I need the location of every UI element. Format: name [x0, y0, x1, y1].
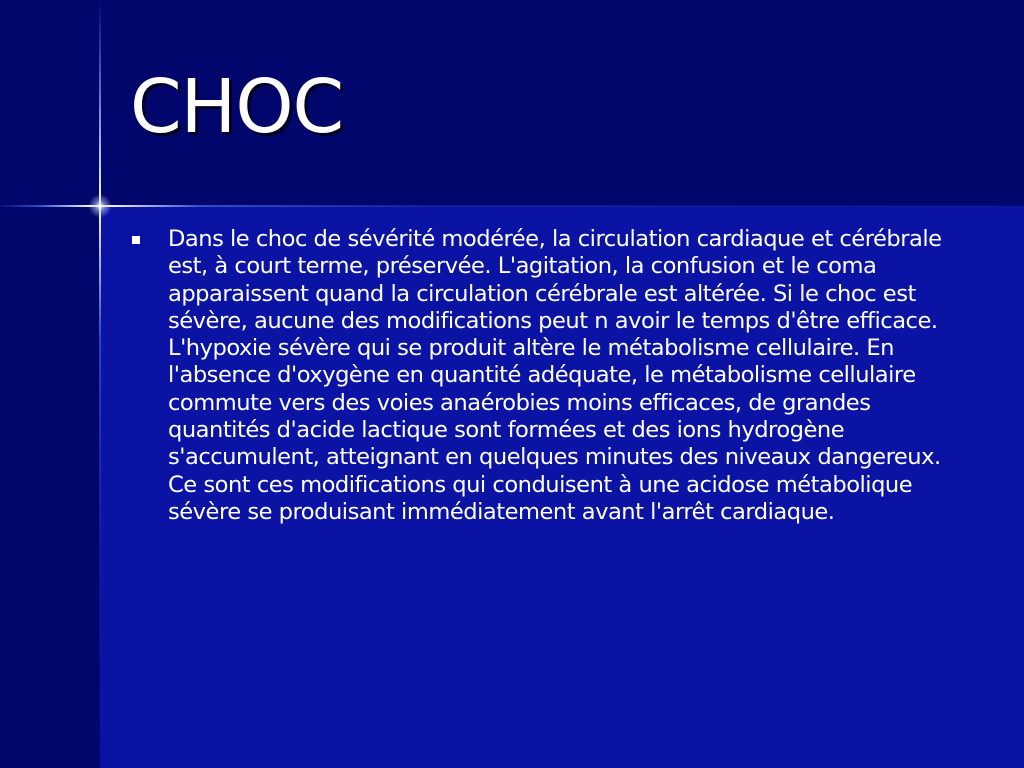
bullet-text: Dans le choc de sévérité modérée, la circulation cardiaque et cérébrale est, à court terme, préservée. L'agitation, la confusion et le coma apparaissent quand la circulation cérébrale est altérée. Si le choc est sévère, aucune des modifications peut n avoir le temps d'être efficace. L'hypoxie sévère qui se produit altère le métabolisme cellulaire. En l'absence d'oxygène en quantité adéquate, le métabolisme cellulaire commute vers des voies anaérobies moins efficaces, de grandes quantités d'acide lactique sont formées et des ions hydrogène s'accumulent, atteignant en quelques minutes des niveaux dangereux. Ce sont ces modifications qui conduisent à une acidose métabolique sévère se produisant immédiatement avant l'arrêt cardiaque. — [168, 226, 942, 525]
sparkle-icon — [88, 194, 112, 218]
vertical-accent-line — [99, 0, 101, 768]
square-bullet-icon — [132, 236, 140, 244]
list-item — [128, 226, 958, 526]
horizontal-accent-line — [0, 205, 1024, 207]
slide-title: CHOC — [130, 64, 344, 150]
slide-left-band — [0, 0, 100, 768]
bullet-list — [128, 226, 958, 526]
